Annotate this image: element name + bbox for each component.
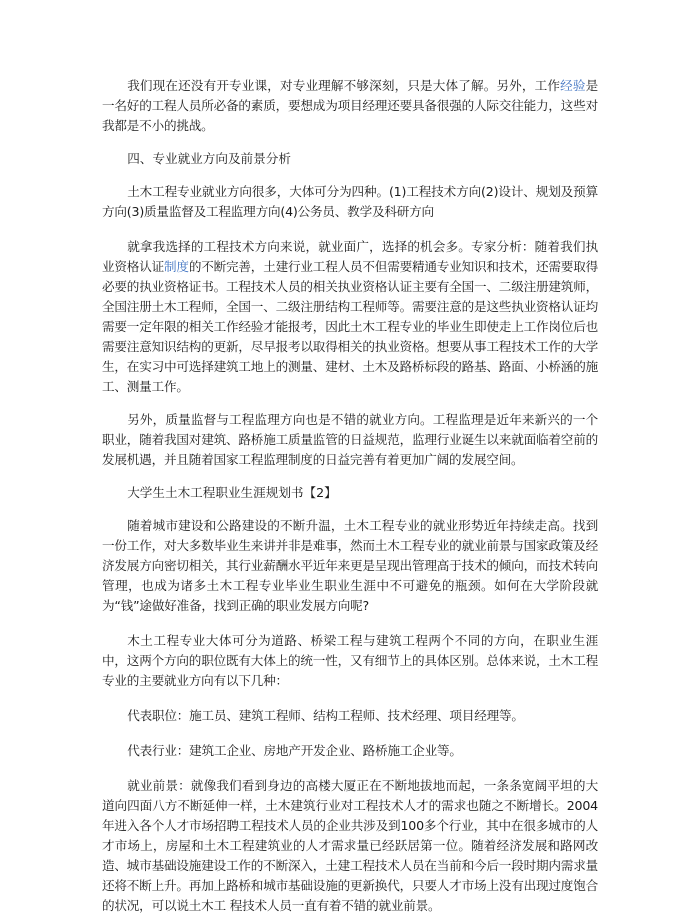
paragraph-employment-trend: 随着城市建设和公路建设的不断升温，土木工程专业的就业形势近年持续走高。找到一份工作，对大多数毕业生来讲并非是难事，然而土木工程专业的就业前景与国家政策及经济发展方向密切相关，其行业薪酬水平近年来更是呈现出管理高于技术的倾向，而技术转向管理，也成为诸多土木工程专业毕业生职业生涯中不可避免的瓶颈。如何在大学阶段就为“钱”途做好准备，找到正确的职业发展方向呢? (102, 518, 598, 613)
experience-link[interactable]: 经验 (560, 78, 586, 93)
paragraph-text: 的不断完善，土建行业工程人员不但需要精通专业知识和技术，还需要取得必要的执业资格证书。工程技术人员的相关执业资格认证主要有全国一、二级注册建筑师，全国注册土木工程师，全国一、二级注册结构工程师等。需要注意的是这些执业资格认证均需要一定年限的相关工作经验才能报考，因此土木工程专业的毕业生即使走上工作岗位后也需要注意知识结构的更新，尽早报考以取得相关的执业资格。想要从事工程技术工作的大学生，在实习中可选择建筑工地上的测量、建材、土木及路桥标段的路基、路面、小桥涵的施工、测量工作。 (102, 259, 598, 394)
paragraph-text: 是一名好的工程人员所必备的素质，要想成为项目经理还要具备很强的人际交往能力，这些对我都是不小的挑战。 (102, 78, 598, 133)
paragraph-directions: 土木工程专业就业方向很多，大体可分为四种。(1)工程技术方向(2)设计、规划及预算方向(3)质量监督及工程监理方向(4)公务员、教学及科研方向 (102, 184, 598, 219)
paragraph-technical-direction (102, 237, 598, 397)
paragraph-text: 就拿我选择的工程技术方向来说，就业面广，选择的机会多。专家分析：随着我们执业资格认证 (102, 239, 598, 274)
paragraph-major-directions: 木土工程专业大体可分为道路、桥梁工程与建筑工程两个不同的方向，在职业生涯中，这两个方向的职位既有大体上的统一性，又有细节上的具体区别。总体来说，土木工程专业的主要就业方向有以下几种： (102, 633, 598, 688)
paragraph-positions: 代表职位：施工员、建筑工程师、结构工程师、技术经理、项目经理等。 (127, 708, 524, 723)
system-link[interactable]: 制度 (164, 259, 189, 274)
document-body (102, 76, 598, 916)
section-heading-career-plan: 大学生土木工程职业生涯规划书【2】 (127, 485, 337, 500)
paragraph-prospects: 就业前景：就像我们看到身边的高楼大厦正在不断地拔地而起，一条条宽阔平坦的大道向四面八方不断延伸一样，土木建筑行业对工程技术人才的需求也随之不断增长。2004年进入各个人才市场招聘工程技术人员的企业共涉及到100多个行业，其中在很多城市的人才市场上，房屋和土木工程建筑业的人才需求量已经跃居第一位。随着经济发展和路网改造、城市基础设施建设工作的不断深入，土建工程技术人员在当前和今后一段时期内需求量还将不断上升。再加上路桥和城市基础设施的更新换代，只要人才市场上没有出现过度饱合的状况，可以说土木工 程技术人员一直有着不错的就业前景。 (102, 778, 598, 913)
paragraph-industries: 代表行业：建筑工企业、房地产开发企业、路桥施工企业等。 (127, 743, 462, 758)
section-heading-employment: 四、专业就业方向及前景分析 (127, 151, 291, 166)
paragraph-text: 我们现在还没有开专业课，对专业理解不够深刻，只是大体了解。另外，工作 (127, 78, 561, 93)
paragraph-experience (102, 76, 598, 136)
paragraph-supervision: 另外，质量监督与工程监理方向也是不错的就业方向。工程监理是近年来新兴的一个职业，随着我国对建筑、路桥施工质量监管的日益规范，监理行业诞生以来就面临着空前的发展机遇，并且随着国家工程监理制度的日益完善有着更加广阔的发展空间。 (102, 412, 598, 467)
